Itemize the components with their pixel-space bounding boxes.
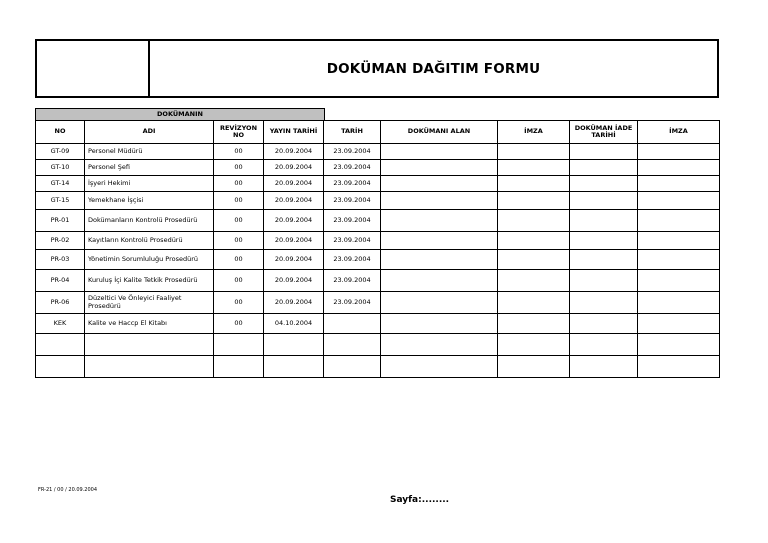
row-imza-2 xyxy=(638,314,720,334)
row-yayin-tarihi: 20.09.2004 xyxy=(264,232,324,250)
form-code: FR-21 / 00 / 20.09.2004 xyxy=(38,487,98,493)
row-no: PR-04 xyxy=(36,270,85,292)
row-imza xyxy=(498,160,570,176)
row-iade-tarihi xyxy=(570,292,638,314)
row-dokumani-alan xyxy=(381,270,498,292)
row-imza xyxy=(498,250,570,270)
row-imza-2 xyxy=(638,210,720,232)
table-row xyxy=(36,292,720,314)
form-header xyxy=(35,39,719,98)
col-imza-2: İMZA xyxy=(638,121,720,144)
row-dokumani-alan xyxy=(381,232,498,250)
table-row xyxy=(36,210,720,232)
row-adi: Personel Müdürü xyxy=(85,144,214,160)
row-iade-tarihi xyxy=(570,176,638,192)
row-yayin-tarihi: 04.10.2004 xyxy=(264,314,324,334)
col-tarih: TARİH xyxy=(324,121,381,144)
row-iade-tarihi xyxy=(570,232,638,250)
row-dokumani-alan xyxy=(381,250,498,270)
empty-cell xyxy=(324,334,381,356)
empty-cell xyxy=(498,356,570,378)
row-imza xyxy=(498,210,570,232)
row-adi: Dokümanların Kontrolü Prosedürü xyxy=(85,210,214,232)
row-tarih: 23.09.2004 xyxy=(324,232,381,250)
row-no: KEK xyxy=(36,314,85,334)
row-yayin-tarihi: 20.09.2004 xyxy=(264,160,324,176)
row-tarih: 23.09.2004 xyxy=(324,292,381,314)
row-tarih: 23.09.2004 xyxy=(324,270,381,292)
row-adi: Yemekhane İşçisi xyxy=(85,192,214,210)
row-dokumani-alan xyxy=(381,292,498,314)
row-iade-tarihi xyxy=(570,144,638,160)
row-yayin-tarihi: 20.09.2004 xyxy=(264,176,324,192)
row-imza-2 xyxy=(638,160,720,176)
col-yayin-tarihi: YAYIN TARİHİ xyxy=(264,121,324,144)
col-adi: ADI xyxy=(85,121,214,144)
col-dokumani-alan: DOKÜMANI ALAN xyxy=(381,121,498,144)
row-dokumani-alan xyxy=(381,314,498,334)
row-revizyon: 00 xyxy=(214,144,264,160)
logo-placeholder xyxy=(37,41,150,96)
col-imza: İMZA xyxy=(498,121,570,144)
row-yayin-tarihi: 20.09.2004 xyxy=(264,292,324,314)
page-number-label: Sayfa:........ xyxy=(390,495,450,505)
row-yayin-tarihi: 20.09.2004 xyxy=(264,270,324,292)
row-imza-2 xyxy=(638,250,720,270)
empty-cell xyxy=(381,356,498,378)
row-adi: İşyeri Hekimi xyxy=(85,176,214,192)
empty-cell xyxy=(498,334,570,356)
empty-row xyxy=(36,356,720,378)
row-dokumani-alan xyxy=(381,160,498,176)
table-row xyxy=(36,250,720,270)
table-body xyxy=(36,144,720,378)
table-header-row xyxy=(36,121,720,144)
form-title: DOKÜMAN DAĞITIM FORMU xyxy=(326,60,541,77)
row-imza xyxy=(498,192,570,210)
row-adi: Personel Şefi xyxy=(85,160,214,176)
row-yayin-tarihi: 20.09.2004 xyxy=(264,144,324,160)
row-imza xyxy=(498,292,570,314)
row-iade-tarihi xyxy=(570,250,638,270)
row-iade-tarihi xyxy=(570,160,638,176)
row-imza-2 xyxy=(638,192,720,210)
row-no: PR-06 xyxy=(36,292,85,314)
row-revizyon: 00 xyxy=(214,270,264,292)
empty-cell xyxy=(85,356,214,378)
row-iade-tarihi xyxy=(570,210,638,232)
row-imza xyxy=(498,314,570,334)
row-imza-2 xyxy=(638,232,720,250)
row-imza xyxy=(498,144,570,160)
row-tarih: 23.09.2004 xyxy=(324,210,381,232)
row-yayin-tarihi: 20.09.2004 xyxy=(264,250,324,270)
row-revizyon: 00 xyxy=(214,160,264,176)
row-adi: Kalite ve Haccp El Kitabı xyxy=(85,314,214,334)
row-imza xyxy=(498,176,570,192)
row-adi: Kayıtların Kontrolü Prosedürü xyxy=(85,232,214,250)
row-tarih: 23.09.2004 xyxy=(324,250,381,270)
empty-cell xyxy=(264,356,324,378)
row-imza-2 xyxy=(638,292,720,314)
row-iade-tarihi xyxy=(570,270,638,292)
row-tarih xyxy=(324,314,381,334)
row-revizyon: 00 xyxy=(214,314,264,334)
row-iade-tarihi xyxy=(570,192,638,210)
table-row xyxy=(36,160,720,176)
empty-cell xyxy=(324,356,381,378)
row-adi: Yönetimin Sorumluluğu Prosedürü xyxy=(85,250,214,270)
row-no: PR-01 xyxy=(36,210,85,232)
row-adi: Kuruluş İçi Kalite Tetkik Prosedürü xyxy=(85,270,214,292)
row-revizyon: 00 xyxy=(214,232,264,250)
col-no: NO xyxy=(36,121,85,144)
row-imza-2 xyxy=(638,176,720,192)
row-imza xyxy=(498,232,570,250)
empty-cell xyxy=(85,334,214,356)
row-no: GT-09 xyxy=(36,144,85,160)
row-tarih: 23.09.2004 xyxy=(324,176,381,192)
table-row xyxy=(36,192,720,210)
empty-cell xyxy=(214,334,264,356)
row-tarih: 23.09.2004 xyxy=(324,192,381,210)
row-dokumani-alan xyxy=(381,176,498,192)
row-revizyon: 00 xyxy=(214,192,264,210)
row-dokumani-alan xyxy=(381,144,498,160)
empty-cell xyxy=(264,334,324,356)
table-row xyxy=(36,176,720,192)
row-dokumani-alan xyxy=(381,210,498,232)
row-dokumani-alan xyxy=(381,192,498,210)
empty-cell xyxy=(381,334,498,356)
empty-cell xyxy=(638,356,720,378)
empty-row xyxy=(36,334,720,356)
row-tarih: 23.09.2004 xyxy=(324,160,381,176)
document-group-header: DOKÜMANIN xyxy=(35,108,325,120)
empty-cell xyxy=(570,334,638,356)
empty-cell xyxy=(638,334,720,356)
empty-cell xyxy=(36,356,85,378)
row-no: PR-03 xyxy=(36,250,85,270)
row-tarih: 23.09.2004 xyxy=(324,144,381,160)
row-imza-2 xyxy=(638,144,720,160)
table-row xyxy=(36,144,720,160)
distribution-table xyxy=(35,120,720,378)
col-revizyon-no: REVİZYON NO xyxy=(214,121,264,144)
col-iade-tarihi: DOKÜMAN İADE TARİHİ xyxy=(570,121,638,144)
table-row xyxy=(36,314,720,334)
row-no: GT-15 xyxy=(36,192,85,210)
empty-cell xyxy=(214,356,264,378)
row-yayin-tarihi: 20.09.2004 xyxy=(264,192,324,210)
row-revizyon: 00 xyxy=(214,250,264,270)
row-adi: Düzeltici Ve Önleyici Faaliyet Prosedürü xyxy=(85,292,214,314)
row-no: GT-14 xyxy=(36,176,85,192)
row-no: GT-10 xyxy=(36,160,85,176)
row-iade-tarihi xyxy=(570,314,638,334)
row-imza xyxy=(498,270,570,292)
row-no: PR-02 xyxy=(36,232,85,250)
empty-cell xyxy=(570,356,638,378)
row-imza-2 xyxy=(638,270,720,292)
table-row xyxy=(36,232,720,250)
table-row xyxy=(36,270,720,292)
row-revizyon: 00 xyxy=(214,292,264,314)
empty-cell xyxy=(36,334,85,356)
row-yayin-tarihi: 20.09.2004 xyxy=(264,210,324,232)
row-revizyon: 00 xyxy=(214,210,264,232)
row-revizyon: 00 xyxy=(214,176,264,192)
